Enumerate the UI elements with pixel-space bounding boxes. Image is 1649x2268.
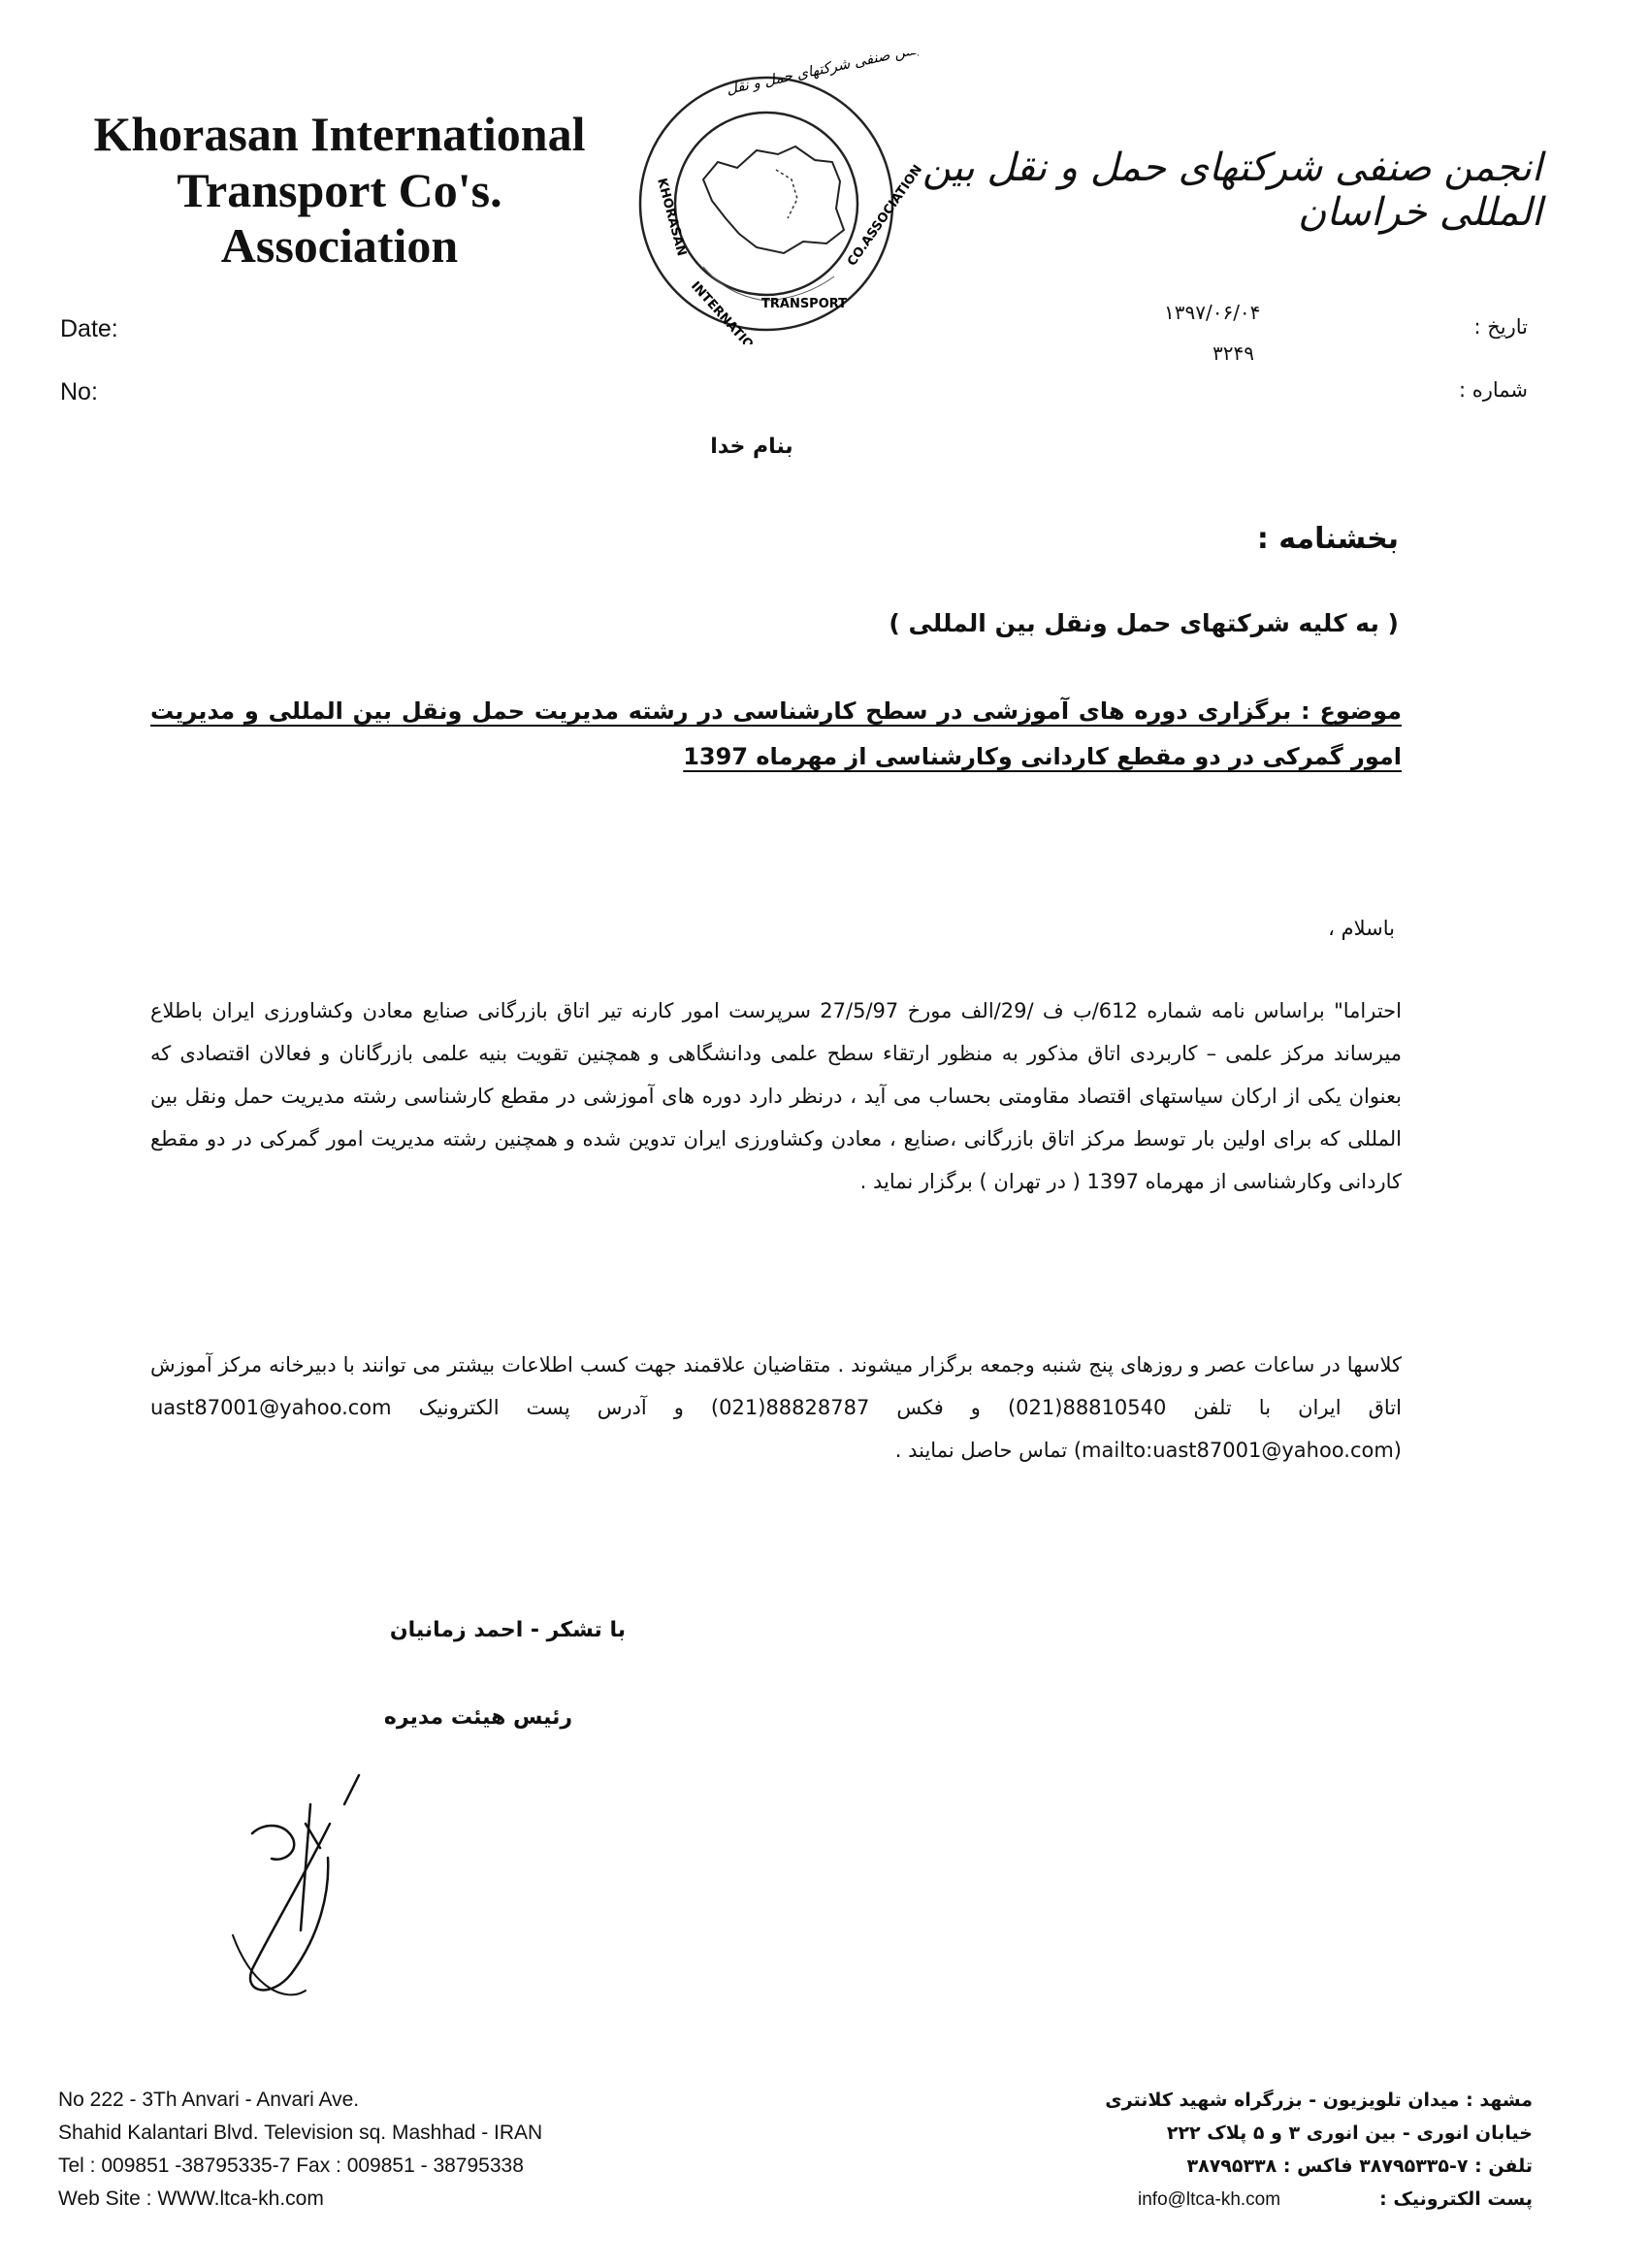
letter-type: بخشنامه : xyxy=(1256,522,1399,556)
subject-line: موضوع : برگزاری دوره های آموزشی در سطح کارشناسی در رشته مدیریت حمل ونقل بین المللی و مدیریت امور گمرکی در دو مقطع کاردانی وکارشناسی از مهرماه 1397 xyxy=(150,697,1402,770)
svg-text:INTERNATIONAL: INTERNATIONAL xyxy=(688,278,775,344)
svg-text:KHORASAN: KHORASAN xyxy=(654,177,689,258)
no-label-fa: شماره : xyxy=(1458,378,1528,402)
signature xyxy=(213,1766,378,2018)
svg-text:انجمن صنفی شرکتهای حمل و نقل: انجمن صنفی شرکتهای حمل و نقل xyxy=(725,53,922,98)
svg-text:CO.ASSOCIATION: CO.ASSOCIATION xyxy=(844,162,922,270)
recipient-line: ( به کلیه شرکتهای حمل ونقل بین المللی ) xyxy=(889,609,1399,637)
date-value: ۱۳۹۷/۰۶/۰۴ xyxy=(1164,301,1261,324)
org-name-en xyxy=(58,107,621,275)
number-value: ۳۲۴۹ xyxy=(1212,341,1254,365)
footer-en-website: Web Site : WWW.ltca-kh.com xyxy=(58,2187,324,2210)
footer-fa-phone: تلفن : ۷-۳۸۷۹۵۳۳۵ فاکس : ۳۸۷۹۵۳۳۸ xyxy=(1186,2155,1533,2177)
association-seal xyxy=(611,53,922,344)
seal-graphic xyxy=(611,53,922,344)
footer-fa-address-line2: خیابان انوری - بین انوری ۳ و ۵ پلاک ۲۲۲ xyxy=(1166,2122,1533,2144)
date-label-en: Date: xyxy=(60,315,118,342)
footer-en-address-line2: Shahid Kalantari Blvd. Television sq. Mashhad - IRAN xyxy=(58,2122,543,2144)
footer-en xyxy=(58,2084,542,2216)
footer-en-phone: Tel : 009851 -38795335-7 Fax : 009851 - 38795338 xyxy=(58,2155,524,2177)
footer-fa-email-row xyxy=(1067,2183,1533,2217)
footer-en-address-line1: No 222 - 3Th Anvari - Anvari Ave. xyxy=(58,2089,360,2111)
footer-fa-email-label: پست الکترونیک : xyxy=(1379,2188,1533,2210)
svg-text:TRANSPORT: TRANSPORT xyxy=(761,297,848,311)
org-name-fa: انجمن صنفی شرکتهای حمل و نقل بین المللی خراسان xyxy=(922,146,1542,235)
org-name-en-line2: Transport Co's. Association xyxy=(177,162,502,273)
greeting: باسلام ، xyxy=(1328,917,1395,940)
closing-line: با تشکر - احمد زمانیان xyxy=(389,1618,626,1642)
map-outline-icon xyxy=(703,146,844,253)
footer-fa xyxy=(1067,2084,1533,2217)
invocation: بنام خدا xyxy=(710,435,793,459)
org-name-en-line1: Khorasan International xyxy=(93,107,586,161)
footer-fa-address-line1: مشهد : میدان تلویزیون - بزرگراه شهید کلانتری xyxy=(1105,2090,1533,2111)
body-paragraph-1: احتراما" براساس نامه شماره 612/ب ف /29/الف مورخ 27/5/97 سرپرست امور کارنه تیر اتاق بازرگانی صنایع معادن وکشاورزی ایران باطلاع میرساند مرکز علمی – کاربردی اتاق مذکور به منظور ارتقاء سطح علمی ودانشگاهی و همچنین تقویت بنیه علمی بازرگانان و فعالان اقتصادی که بعنوان یکی از ارکان سیاستهای اقتصاد مقاومتی بحساب می آید ، درنظر دارد دوره های آموزشی در مقطع کارشناسی رشته مدیریت حمل ونقل بین المللی که برای اولین بار توسط مرکز اتاق بازرگانی ،صنایع ، معادن وکشاورزی ایران تدوین شده و همچنین رشته مدیریت امور گمرکی در دو مقطع کاردانی وکارشناسی از مهرماه 1397 ( در تهران ) برگزار نماید . xyxy=(150,999,1402,1193)
no-label-en: No: xyxy=(60,378,98,405)
body-paragraph-2: کلاسها در ساعات عصر و روزهای پنج شنبه وجمعه برگزار میشوند . متقاضیان علاقمند جهت کسب اطلاعات بیشتر می توانند با دبیرخانه مرکز آموزش اتاق ایران با تلفن 88810540(021) و فکس 88828787(021) و آدرس پست الکترونیک uast87001@yahoo.com (mailto:uast87001@yahoo.com) تماس حاصل نمایند . xyxy=(150,1353,1402,1462)
signer-title: رئیس هیئت مدیره xyxy=(383,1705,572,1730)
date-label-fa: تاریخ : xyxy=(1473,315,1528,339)
signature-graphic xyxy=(213,1766,378,2018)
footer-email-link[interactable]: info@ltca-kh.com xyxy=(1138,2189,1281,2210)
